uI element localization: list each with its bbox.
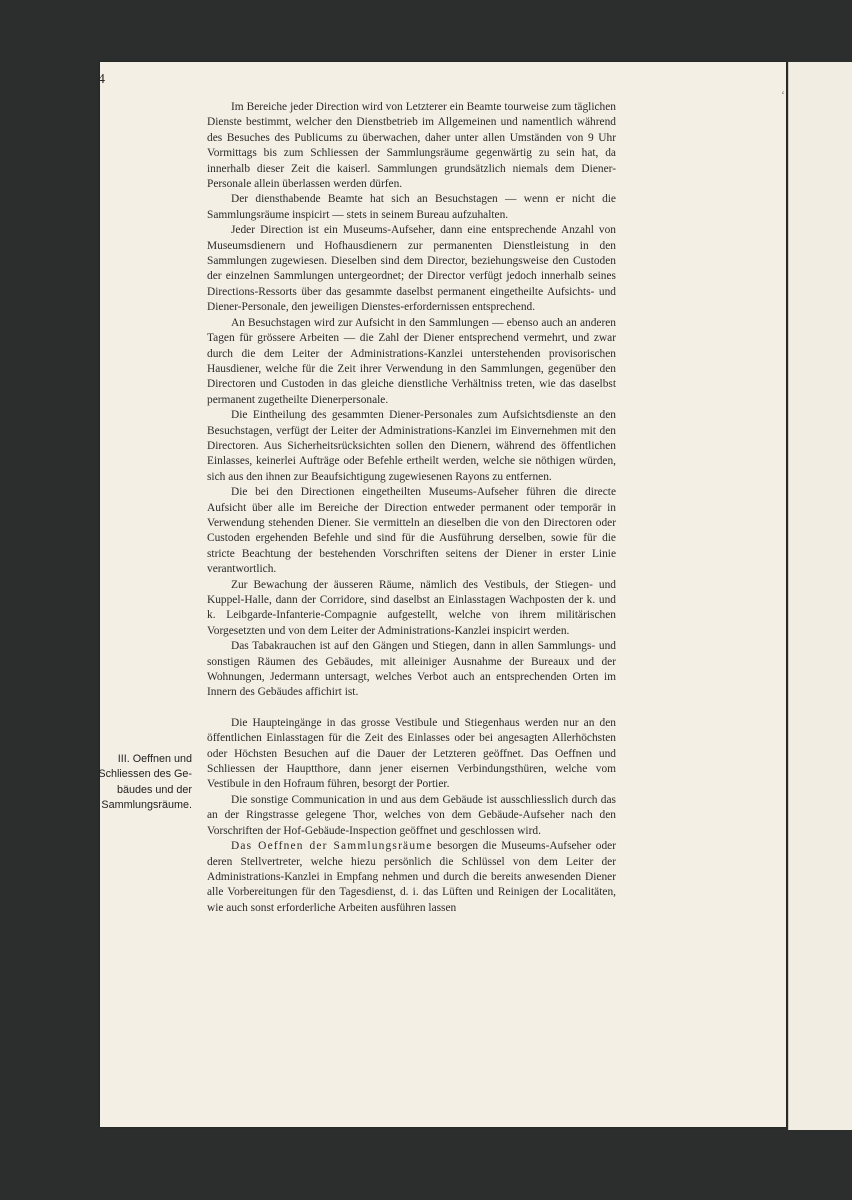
sidenote-line: bäudes und der bbox=[116, 783, 192, 796]
section-gap bbox=[207, 701, 616, 716]
sidenote-line: III. Oeffnen und bbox=[117, 753, 192, 765]
section-heading-III bbox=[92, 752, 192, 814]
paragraph: Im Bereiche jeder Direction wird von Letzterer ein Beamte tourweise zum täglichen Dienste bestimmt, welcher den Dienstbetrieb im Allgemeinen und namentlich während des Besuches des Publicums zu überwachen, daher unter allen Umständen von 9 Uhr Vormittags bis zum Schliessen der Sammlungsräume gegenwärtig zu sein hat, da innerhalb dieser Zeit die kaiserl. Sammlungen grundsätzlich niemals dem Diener-Personale allein überlassen werden dürfen. bbox=[207, 101, 616, 191]
section3-paragraph: Die sonstige Communication in und aus dem Gebäude ist ausschliesslich durch das an der Ringstrasse gelegene Thor, welches von dem Gebäude-Aufseher nach den Vorschriften der Hof-Gebäude-Inspection geöffnet und geschlossen wird. bbox=[207, 793, 616, 837]
spaced-phrase: Das Oeffnen der Sammlungsräume bbox=[231, 840, 433, 853]
paragraph: An Besuchstagen wird zur Aufsicht in den Sammlungen — ebenso auch an anderen Tagen für grössere Arbeiten — die Zahl der Diener entsprechend vermehrt, und zwar durch die dem Leiter der Administrations-Kanzlei unterstehenden provisorischen Hausdiener, welche für die Zeit ihrer Verwendung in den Sammlungen, gegenüber den Directoren und Custoden in das gleiche dienstliche Verhältniss treten, wie das daselbst permanent zugetheilte Dienerpersonale. bbox=[207, 316, 616, 406]
paragraph-rest: besorgen die Museums-Aufseher oder deren Stellvertreter, welche hiezu persönlich die Schlüssel von dem Leiter der Administrations-Kanzlei in Empfang nehmen und durch die bereits anwesenden Diener alle Vorbereitungen für den Tagesdienst, d. i. das Lüften und Reinigen der Localitäten, wie auch sonst erforderliche Arbeiten ausführen lassen bbox=[207, 840, 616, 914]
sidenote-line: Schliessen des Ge- bbox=[98, 768, 192, 781]
page-edge-mark: ʻ bbox=[781, 88, 785, 102]
paragraph: Das Tabakrauchen ist auf den Gängen und Stiegen, dann in allen Sammlungs- und sonstigen Räumen des Gebäudes, mit alleiniger Ausnahme der Bureaux und der Wohnungen, Jedermann untersagt, welches Verbot auch an entsprechenden Orten im Innern des Gebäudes affichirt ist. bbox=[207, 640, 616, 699]
body-text bbox=[207, 100, 616, 916]
page-number: 4 bbox=[98, 72, 105, 87]
paragraph: Jeder Direction ist ein Museums-Aufseher, dann eine entsprechende Anzahl von Museumsdienern und Hofhausdienern zur permanenten Dienstleistung in den Sammlungen zugewiesen. Dieselben sind dem Director, beziehungsweise den Custoden der einzelnen Sammlungen untergeordnet; der Director verfügt jedoch innerhalb seines Directions-Ressorts über das gesammte daselbst permanent eingetheilte Aufsichts- und Diener-Personale, den jeweiligen Dienstes-erfordernissen entsprechend. bbox=[207, 224, 616, 314]
paragraph: Die Eintheilung des gesammten Diener-Personales zum Aufsichtsdienste an den Besuchstagen, verfügt der Leiter der Administrations-Kanzlei im Einvernehmen mit den Directoren. Aus Sicherheitsrücksichten sollen den Dienern, während des öffentlichen Einlasses, keinerlei Aufträge oder Befehle ertheilt werden, welche sie nöthigen würden, sich aus den ihnen zur Beaufsichtigung zugewiesenen Rayons zu entfernen. bbox=[207, 409, 616, 483]
sidenote-line: Sammlungsräume. bbox=[101, 799, 192, 812]
paragraph: Zur Bewachung der äusseren Räume, nämlich des Vestibuls, der Stiegen- und Kuppel-Halle, dann der Corridore, sind daselbst an Einlasstagen Wachposten der k. und k. Leibgarde-Infanterie-Compagnie aufgestellt, welche von ihrem militärischen Vorgesetzten und von dem Leiter der Administrations-Kanzlei inspicirt werden. bbox=[207, 578, 616, 637]
section3-paragraph: Die Haupteingänge in das grosse Vestibule und Stiegenhaus werden nur an den öffentlichen Einlasstagen für die Zeit des Einlasses oder bei angesagten Allerhöchsten oder Höchsten Besuchen auf die Dauer der Letzteren geöffnet. Das Oeffnen und Schliessen der Hauptthore, dann jener eisernen Verbindungsthüren, welche vom Vestibule in den Hofraum führen, besorgt der Portier. bbox=[207, 716, 616, 791]
paragraph: Der diensthabende Beamte hat sich an Besuchstagen — wenn er nicht die Sammlungsräume inspicirt — stets in seinem Bureau aufzuhalten. bbox=[207, 193, 616, 221]
adjacent-page-edge bbox=[788, 62, 852, 1130]
section3-paragraph bbox=[207, 839, 616, 916]
paragraph: Die bei den Directionen eingetheilten Museums-Aufseher führen die directe Aufsicht über alle im Bereiche der Direction entweder permanent oder temporär in Verwendung stehenden Diener. Sie vermitteln an dieselben die von den Directoren oder Custoden ergehenden Befehle und sind für die Ausführung derselben, sowie für die stricte Beachtung der bestehenden Vorschriften seitens der Diener in erster Linie verantwortlich. bbox=[207, 486, 616, 576]
